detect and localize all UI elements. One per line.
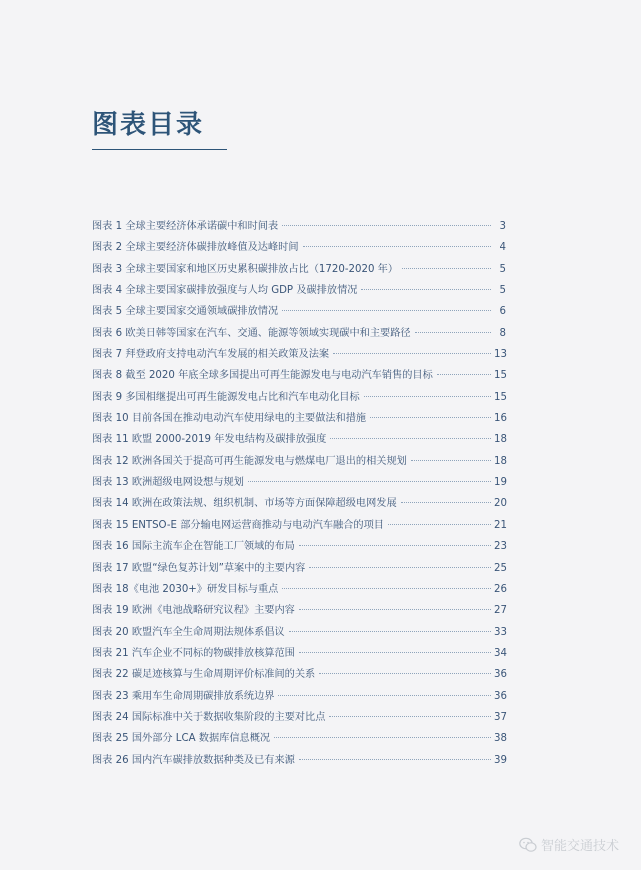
dot-leader [274,736,491,738]
toc-entry[interactable] [92,665,506,686]
toc-entry[interactable] [92,751,506,772]
toc-entry-label: 图表 4 全球主要国家碳排放强度与人均 GDP 及碳排放情况 [92,285,358,297]
dot-leader [330,437,491,439]
title-underline [92,149,227,150]
page-title: 图表目录 [92,110,205,140]
toc-entry-label: 图表 23 乘用车生命周期碳排放系统边界 [92,690,275,702]
toc-entry-label: 图表 11 欧盟 2000-2019 年发电结构及碳排放强度 [92,434,327,446]
toc-entry[interactable] [92,687,506,708]
toc-entry[interactable] [92,281,506,302]
toc-entry[interactable] [92,559,506,580]
toc-entry-page: 15 [494,391,507,403]
watermark [519,835,619,854]
toc-entry[interactable] [92,324,506,345]
watermark-text: 智能交通技术 [540,839,619,854]
toc-entry-label: 图表 1 全球主要经济体承诺碳中和时间表 [92,221,279,232]
toc-entry-label: 图表 19 欧洲《电池战略研究议程》主要内容 [92,605,295,617]
dot-leader [282,224,491,226]
toc-entry[interactable] [92,623,506,644]
dot-leader [415,331,491,333]
toc-entry-label: 图表 12 欧洲各国关于提高可再生能源发电与燃煤电厂退出的相关规划 [92,455,407,467]
toc-entry[interactable] [92,238,506,259]
dot-leader [282,587,491,589]
toc-entry-label: 图表 8 截至 2020 年底全球多国提出可再生能源发电与电动汽车销售的目标 [92,370,433,382]
toc-entry-page: 34 [494,647,507,659]
toc-entry[interactable] [92,366,506,387]
toc-entry[interactable] [92,260,506,281]
toc-entry-label: 图表 24 国际标准中关于数据收集阶段的主要对比点 [92,711,326,723]
toc-entry-label: 图表 15 ENTSO-E 部分输电网运营商推动与电动汽车融合的项目 [92,519,384,531]
toc-entry[interactable] [92,452,506,473]
dot-leader [388,523,491,525]
toc-entry-page: 13 [494,349,507,361]
toc-entry-label: 图表 26 国内汽车碳排放数据种类及已有来源 [92,754,295,766]
dot-leader [333,352,491,354]
toc-entry-page: 37 [494,711,507,723]
toc-entry[interactable] [92,537,506,558]
toc-entry[interactable] [92,580,506,601]
toc-entry-label: 图表 22 碳足迹核算与生命周期评价标准间的关系 [92,669,316,681]
dot-leader [361,288,491,290]
dot-leader [303,245,491,247]
toc-entry[interactable] [92,430,506,451]
toc-entry-page: 16 [494,413,507,425]
toc-entry-label: 图表 7 拜登政府支持电动汽车发展的相关政策及法案 [92,349,330,361]
toc-entry-label: 图表 10 目前各国在推动电动汽车使用绿电的主要做法和措施 [92,413,367,425]
toc-entry-page: 5 [499,285,506,297]
toc-entry-label: 图表 20 欧盟汽车全生命周期法规体系倡议 [92,626,285,638]
toc-entry-page: 20 [494,498,507,510]
toc-entry-label: 图表 5 全球主要国家交通领域碳排放情况 [92,306,279,318]
dot-leader [299,758,491,760]
dot-leader [289,630,491,632]
toc-entry-label: 图表 3 全球主要国家和地区历史累积碳排放占比（1720-2020 年） [92,263,399,275]
toc-entry-page: 6 [499,306,506,318]
toc-entry-page: 21 [494,519,507,531]
toc-entry-page: 18 [494,455,507,467]
toc-entry-page: 26 [494,583,507,595]
toc-entry[interactable] [92,302,506,323]
toc-entry-page: 33 [494,626,507,638]
dot-leader [309,566,491,568]
toc-entry-label: 图表 25 国外部分 LCA 数据库信息概况 [92,733,271,745]
dot-leader [364,395,491,397]
toc-entry[interactable] [92,516,506,537]
dot-leader [402,267,491,269]
toc-entry-page: 3 [499,221,506,232]
dot-leader [329,715,491,717]
toc-entry-page: 27 [494,605,507,617]
toc-entry-page: 19 [494,477,507,489]
toc-entry-page: 39 [494,754,507,766]
toc-entry-label: 图表 21 汽车企业不同标的物碳排放核算范围 [92,647,295,659]
toc-entry[interactable] [92,345,506,366]
toc-entry-page: 38 [494,733,507,745]
toc-entry[interactable] [92,217,506,238]
dot-leader [299,544,491,546]
toc-entry-page: 36 [494,690,507,702]
toc-entry[interactable] [92,644,506,665]
toc-entry-label: 图表 2 全球主要经济体碳排放峰值及达峰时间 [92,242,299,254]
toc-entry[interactable] [92,409,506,430]
dot-leader [319,672,491,674]
toc-entry[interactable] [92,601,506,622]
toc-entry-page: 36 [494,669,507,681]
toc-entry[interactable] [92,729,506,750]
table-of-figures [92,217,506,772]
dot-leader [278,694,491,696]
wechat-icon [519,837,537,853]
toc-entry-page: 15 [494,370,507,382]
dot-leader [299,608,491,610]
dot-leader [437,373,491,375]
toc-entry-page: 25 [494,562,507,574]
toc-entry-label: 图表 17 欧盟“绿色复苏计划”草案中的主要内容 [92,562,306,574]
toc-entry-label: 图表 9 多国相继提出可再生能源发电占比和汽车电动化目标 [92,391,360,403]
toc-entry[interactable] [92,388,506,409]
dot-leader [401,501,491,503]
toc-entry-page: 23 [494,541,507,553]
toc-entry-label: 图表 6 欧美日韩等国家在汽车、交通、能源等领域实现碳中和主要路径 [92,327,411,339]
toc-entry-page: 18 [494,434,507,446]
toc-entry-label: 图表 18《电池 2030+》研发目标与重点 [92,583,279,595]
toc-entry-label: 图表 14 欧洲在政策法规、组织机制、市场等方面保障超级电网发展 [92,498,397,510]
dot-leader [282,309,491,311]
toc-entry[interactable] [92,473,506,494]
toc-entry-page: 5 [499,263,506,275]
dot-leader [248,480,491,482]
toc-entry-label: 图表 13 欧洲超级电网设想与规划 [92,477,244,489]
toc-entry-page: 8 [499,327,506,339]
toc-entry[interactable] [92,494,506,515]
dot-leader [411,459,491,461]
toc-entry[interactable] [92,708,506,729]
toc-entry-page: 4 [499,242,506,254]
dot-leader [370,416,491,418]
dot-leader [299,651,491,653]
toc-entry-label: 图表 16 国际主流车企在智能工厂领域的布局 [92,541,295,553]
